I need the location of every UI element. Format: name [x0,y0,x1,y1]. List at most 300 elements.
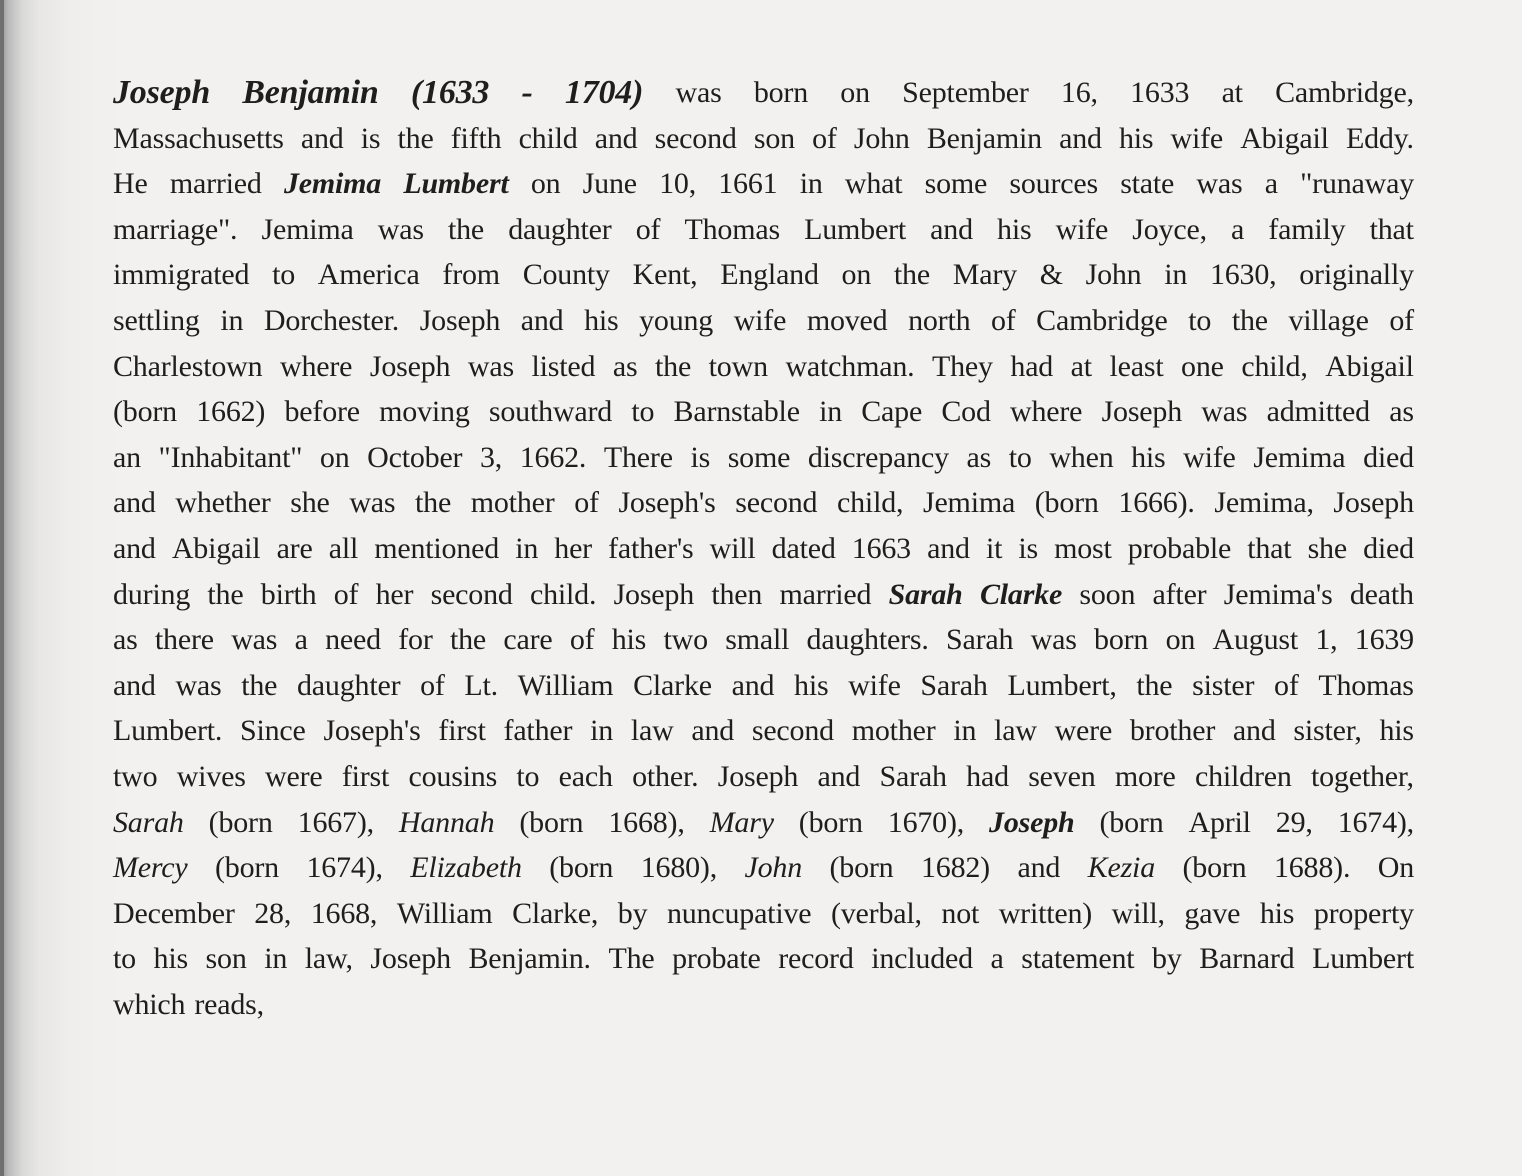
word: Clarke, [512,896,599,930]
word: child [518,121,578,155]
word: Joseph's [618,486,716,520]
word: John [853,121,910,155]
word: John [1085,258,1142,292]
word: on [1165,623,1196,657]
word: each [558,759,613,793]
word: 1666). [1118,486,1195,520]
word: 1668), [608,805,685,839]
word: and [817,759,861,793]
word: 1630, [1209,258,1277,292]
word: the [241,668,278,702]
word: statement [1021,942,1135,976]
word: before [284,395,360,429]
word: probate [672,942,761,976]
word: and [731,668,775,702]
child-name: Sarah [113,805,184,839]
word: married [779,577,872,611]
word: second [430,577,513,611]
word: mother [470,486,555,520]
word: 1667), [297,805,374,839]
word: law, [304,942,353,976]
word: April [1188,805,1251,839]
word: the [449,623,487,657]
word: August [1212,623,1298,657]
word: child, [837,486,904,520]
word: two [113,759,158,793]
word: wife [1183,440,1236,474]
word: "Inhabitant" [158,440,303,474]
word: mother [851,714,936,748]
word: his [794,668,829,702]
word: Abigail [1240,121,1329,155]
word: as [966,440,992,474]
word: in [590,714,614,748]
word: Joseph [370,942,451,976]
word: had [1010,349,1054,383]
emphasized-name: Benjamin [242,74,379,111]
word: died [1363,440,1414,474]
word: sister, [1293,714,1362,748]
word: Abigail [1325,349,1414,383]
word: his [1259,896,1295,930]
word: and [520,303,564,337]
word: whether [175,486,271,520]
word: is [360,121,381,155]
word: October [367,440,463,474]
word: need [325,623,381,657]
text-line [113,982,1414,1028]
word: second [654,121,737,155]
text-line [113,572,1414,618]
word: in [819,395,842,429]
word: of [333,577,359,611]
word: married [169,167,262,201]
emphasized-name: 1704) [564,74,644,111]
text-line [113,116,1414,162]
word: Joseph [717,759,799,793]
word: of [990,303,1016,337]
word: Eddy. [1345,121,1414,155]
word: to [1008,440,1032,474]
word: originally [1299,258,1414,292]
word: Cape [861,395,923,429]
word: 1663 [851,531,911,565]
word: discrepancy [807,440,949,474]
word: at [1221,76,1243,109]
word: was [231,623,278,657]
word: and [1017,851,1061,885]
word: was [675,76,722,109]
child-name: Mary [709,805,774,839]
word: all [328,531,359,565]
word: were [265,759,323,793]
word: child. [529,577,597,611]
word: her [554,531,592,565]
word: in [799,167,823,201]
emphasized-name: - [521,74,533,111]
word: "runaway [1300,167,1414,201]
word: and [691,714,735,748]
word: 1680), [640,851,718,885]
word: Dorchester. [263,303,400,337]
word: wife [848,668,901,702]
word: settling [113,303,200,337]
word: to [113,942,136,976]
word: his [1379,714,1414,748]
word: wife [1055,212,1109,246]
word: 1682) [920,851,990,885]
word: probable [1127,531,1232,565]
word: what [844,167,903,201]
word: Cambridge, [1275,76,1414,109]
word: 10, [659,167,697,201]
word: then [711,577,763,611]
word: Joyce, [1132,212,1207,246]
word: fifth [450,121,502,155]
word: (born [1034,486,1099,520]
word: (born [549,851,614,885]
word: daughters. [806,623,929,657]
word: his [1118,121,1154,155]
word: was [467,349,514,383]
word: moved [806,303,888,337]
word: of [1389,303,1414,337]
word: (born [113,395,177,429]
word: Lumbert, [1007,668,1117,702]
word: written) [998,896,1093,930]
text-line [113,298,1414,344]
word: southward [488,395,613,429]
book-gutter-shadow [0,0,4,1176]
word: a [990,942,1004,976]
word: a [1231,212,1245,246]
word: his [1131,440,1166,474]
word: 1670), [887,805,965,839]
word: included [871,942,973,976]
word: is [690,440,711,474]
word: as [612,349,638,383]
word: immigrated [113,258,250,292]
word: moving [379,395,470,429]
text-line [113,70,1414,116]
word: June [582,167,637,201]
word: 1661 [718,167,778,201]
word: a [294,623,308,657]
word: birth [260,577,317,611]
word: in [264,942,288,976]
word: (born [208,805,273,839]
word: on [841,258,872,292]
word: 1, [1315,623,1338,657]
word: was [1201,395,1248,429]
emphasized-name: Joseph [989,805,1075,839]
word: by [1152,942,1182,976]
word: son [753,121,795,155]
text-line [113,480,1414,526]
text-line [113,891,1414,937]
word: the [207,577,244,611]
child-name: Elizabeth [410,851,522,885]
word: his [997,212,1032,246]
word: will [709,531,756,565]
word: property [1313,896,1414,930]
word: she [290,486,330,520]
word: December [113,896,235,930]
word: 1662. [519,440,587,474]
word: cousins [408,759,498,793]
word: marriage". [113,212,238,246]
word: Jemima [261,212,354,246]
word: some [727,440,791,474]
text-line [113,207,1414,253]
word: of [635,212,661,246]
word: where [1010,395,1083,429]
word: an [113,440,141,474]
word: (born [214,851,279,885]
text-line [113,389,1414,435]
word: (born [829,851,894,885]
word: Since [240,714,306,748]
word: Lumbert. [113,714,223,748]
word: watchman. [785,349,915,383]
word: The [608,942,655,976]
word: second [751,714,834,748]
word: the [397,121,434,155]
word: on [840,76,870,109]
word: on [530,167,561,201]
word: Benjamin [926,121,1042,155]
emphasized-name: (1633 [410,74,490,111]
word: was [175,668,222,702]
word: Cambridge [1036,303,1168,337]
word: (born [1182,851,1247,885]
word: & [1039,258,1063,292]
word: Joseph [419,303,501,337]
word: to [631,395,655,429]
word: dated [771,531,836,565]
word: other. [632,759,699,793]
word: of [812,121,837,155]
word: to [1188,303,1212,337]
word: (born [1099,805,1164,839]
word: father's [608,531,694,565]
word: born [1094,623,1149,657]
word: after [1152,577,1207,611]
word: as [1389,395,1414,429]
text-line [113,435,1414,481]
word: two [663,623,708,657]
word: town [708,349,768,383]
word: of [1274,668,1299,702]
word: Kent, [632,258,698,292]
word: in [515,531,539,565]
word: 29, [1275,805,1313,839]
word: England [720,258,819,292]
word: Joseph [1101,395,1183,429]
word: Sarah [879,759,947,793]
word: son [205,942,247,976]
word: small [725,623,790,657]
word: and [594,121,638,155]
word: at [1070,349,1092,383]
word: 1662) [196,395,266,429]
word: Jemima, [1214,486,1314,520]
emphasized-name: Lumbert [403,167,509,201]
word: 1674), [306,851,383,885]
word: 1688). [1273,851,1351,885]
word: to [272,258,295,292]
word: Jemima's [1223,577,1333,611]
word: the [1231,303,1268,337]
word: reads, [194,987,264,1021]
word: of [574,486,599,520]
word: (verbal, [830,896,922,930]
word: Joseph's [323,714,421,748]
word: first [341,759,390,793]
word: soon [1079,577,1136,611]
word: (born [798,805,863,839]
word: when [1049,440,1114,474]
word: (born [519,805,584,839]
word: child, [1241,349,1308,383]
word: from [442,258,500,292]
emphasized-name: Joseph [113,74,211,111]
word: the [415,486,452,520]
word: will, [1111,896,1165,930]
word: north [908,303,971,337]
word: not [941,896,980,930]
word: and [113,531,156,565]
word: 1674), [1337,805,1414,839]
text-line [113,344,1414,390]
word: and [930,212,973,246]
word: had [966,759,1009,793]
word: state [1120,167,1175,201]
word: during [113,577,191,611]
text-line [113,708,1414,754]
word: mentioned [374,531,500,565]
word: care [503,623,553,657]
word: Abigail [171,531,261,565]
word: record [778,942,854,976]
word: in [1164,258,1188,292]
word: by [617,896,648,930]
word: for [398,623,433,657]
child-name: Mercy [113,851,188,885]
word: and [1059,121,1102,155]
word: his [153,942,188,976]
word: village [1288,303,1369,337]
word: There [603,440,673,474]
word: daughter [297,668,401,702]
word: there [154,623,214,657]
word: his [584,303,619,337]
word: the [1136,668,1173,702]
word: and [927,531,970,565]
word: Clarke [633,668,712,702]
word: Barnard [1199,942,1295,976]
word: was [349,486,396,520]
word: wives [176,759,246,793]
biography-paragraph [113,70,1414,1027]
word: Benjamin. [468,942,591,976]
word: Sarah [946,623,1014,657]
word: a [1264,167,1278,201]
emphasized-name: Clarke [979,577,1063,611]
word: On [1377,851,1414,885]
word: law [994,714,1037,748]
word: second [735,486,818,520]
word: young [639,303,714,337]
word: 28, [254,896,292,930]
word: listed [531,349,596,383]
word: Thomas [1318,668,1414,702]
word: gave [1184,896,1241,930]
emphasized-name: Sarah [888,577,963,611]
word: first [438,714,486,748]
word: William [517,668,614,702]
word: Lt. [464,668,498,702]
word: Sarah [920,668,988,702]
word: Massachusetts [113,121,284,155]
word: County [522,258,610,292]
word: nuncupative [666,896,812,930]
word: most [1054,531,1112,565]
word: in [953,714,977,748]
word: and [300,121,344,155]
word: wife [1170,121,1224,155]
word: least [1109,349,1164,383]
word: more [1114,759,1176,793]
word: which [113,987,186,1021]
text-line [113,526,1414,572]
word: Thomas [684,212,780,246]
text-line [113,754,1414,800]
text-line [113,936,1414,982]
word: 16, [1060,76,1098,109]
word: sources [1009,167,1098,201]
word: in [220,303,244,337]
word: William [396,896,493,930]
word: as [113,623,138,657]
word: law [630,714,674,748]
word: she [1307,531,1347,565]
word: and [1232,714,1276,748]
word: to [516,759,540,793]
word: family [1268,212,1346,246]
word: was [1030,623,1077,657]
word: Lumbert [1312,942,1414,976]
word: it [985,531,1003,565]
text-line [113,161,1414,207]
word: one [1181,349,1224,383]
word: Barnstable [673,395,800,429]
word: was [1196,167,1243,201]
word: seven [1028,759,1096,793]
word: that [1247,531,1292,565]
word: died [1363,531,1414,565]
word: together, [1311,759,1414,793]
word: Mary [952,258,1017,292]
word: death [1349,577,1414,611]
word: 1639 [1354,623,1414,657]
word: admitted [1266,395,1370,429]
word: Jemima [1253,440,1346,474]
text-line [113,845,1414,891]
word: Cod [941,395,991,429]
word: and [113,668,156,702]
text-line [113,663,1414,709]
